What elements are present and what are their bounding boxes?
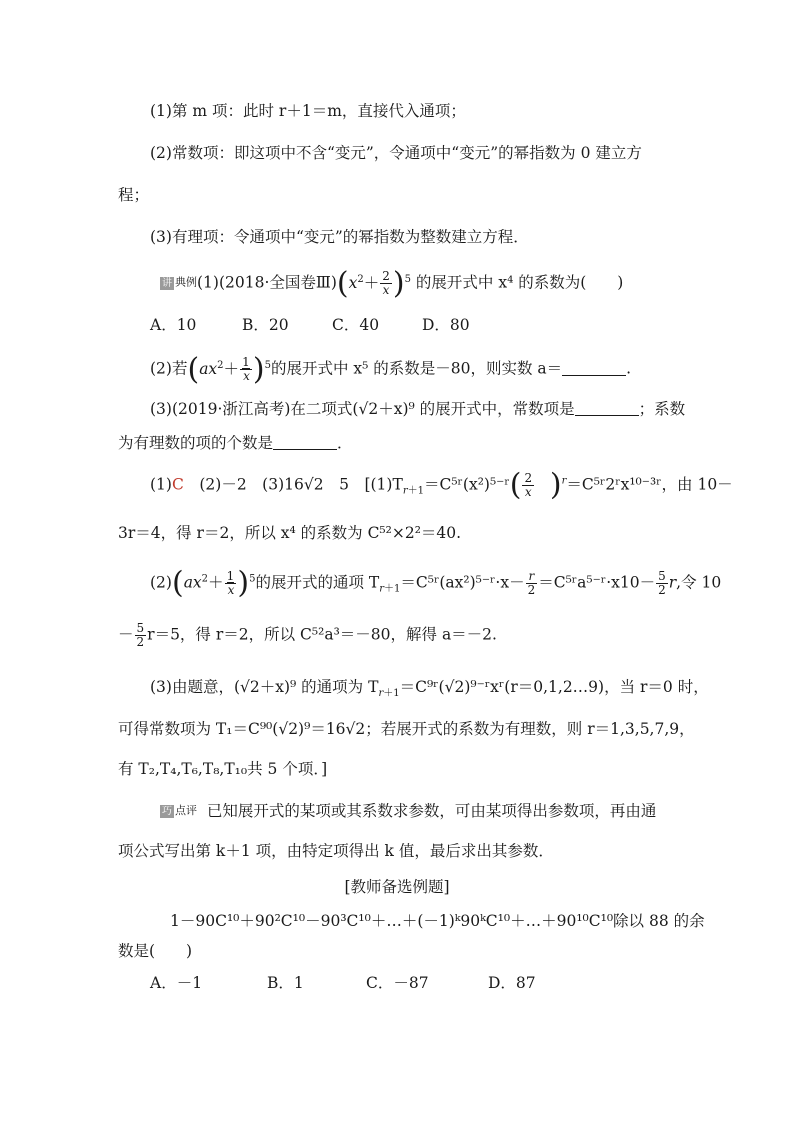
answer-2-minus: － — [118, 625, 134, 644]
tip-tag-label: 点评 — [175, 804, 197, 817]
method-item-2-cont: 程； — [118, 186, 150, 204]
example-1-question: 的展开式中 x⁴ 的系数为( ) — [415, 273, 624, 292]
teacher-example-title: [教师备选例题] — [344, 878, 450, 896]
option-d: D．87 — [488, 974, 536, 992]
method-item-1: (1)第 m 项：此时 r＋1＝m，直接代入通项； — [150, 102, 466, 120]
example-3-line-2 — [118, 432, 353, 454]
answer-2-cond: ,令 10 — [676, 573, 722, 592]
answer-line-3-end: 有 T₂,T₄,T₆,T₈,T₁₀共 5 个项．] — [118, 760, 328, 778]
general-term-2: ＝C⁵ʳ(ax²)⁵⁻ʳ·x－ — [400, 573, 525, 592]
answer-line-2-cont: － $\frac{5}{2}$ r＝5，得 r＝2，所以 C⁵²a³＝－80，解得 a＝－2. — [118, 621, 497, 649]
binomial-expression-2: ($ax^2+$ $\frac{1}{x}$ )$^5$ — [187, 351, 271, 387]
method-item-3: (3)有理项：令通项中“变元”的幂指数为整数建立方程． — [150, 228, 529, 246]
option-c: C．－87 — [366, 974, 429, 992]
general-term-1: ＝C⁵ʳ(x²)⁵⁻ʳ — [423, 475, 510, 494]
answer-2-text: 的展开式的通项 T — [255, 573, 380, 592]
teacher-question-line-2: 数是( ) — [118, 942, 193, 960]
answer-2-label: (2) — [150, 573, 172, 592]
example-2-question: 的展开式中 x⁵ 的系数是－80，则实数 a＝ — [270, 359, 563, 378]
method-item-2: (2)常数项：即这项中不含“变元”，令通项中“变元”的幂指数为 0 建立方 — [150, 144, 642, 162]
binomial-expression-1: ($x^2+$ $\frac{2}{x}$ )$^5$ — [336, 265, 411, 301]
tip-line-2: 项公式写出第 k＋1 项，由特定项得出 k 值，最后求出其参数． — [118, 842, 554, 860]
general-term-1-result: ＝C⁵ʳ2ʳx¹⁰⁻³ʳ，由 10－ — [566, 475, 733, 494]
tip-text: 已知展开式的某项或其系数求参数，可由某项得出参数项，再由通 — [206, 802, 657, 820]
answer-line-1-cont: 3r＝4，得 r＝2，所以 x⁴ 的系数为 C⁵²×2²＝40. — [118, 524, 462, 542]
option-d: D．80 — [422, 316, 470, 334]
example-3-text: (3)(2019·浙江高考)在二项式(√2＋x)⁹ 的展开式中，常数项是 — [150, 400, 575, 418]
answer-line-3: (3)由题意，(√2＋x)⁹ 的通项为 $T_{r+1}=C^9ʳ(√2)^{9-}ʳxʳ(r=0,1,2\dots 9)$，当 r＝0 时， — [150, 678, 709, 700]
example-3-text-2-end: ． — [337, 434, 353, 452]
example-tag: 讲 — [162, 277, 172, 289]
example-3-text-2: 为有理数的项的个数是 — [118, 434, 274, 452]
example-tag-label: 典例 — [175, 275, 197, 289]
example-3-text-end: ；系数 — [638, 400, 686, 418]
example-2-prefix: (2)若 — [150, 359, 188, 378]
example-3-line-1 — [150, 398, 685, 420]
answer-3-general-term: ＝C⁹ʳ(√2)⁹⁻ʳxʳ(r＝0,1,2…9)，当 r＝0 时， — [399, 678, 709, 696]
answer-summary: (2)－2 (3)16√2 5 [(1)T — [199, 475, 403, 494]
example-2: (2)若($ax^2+$ $\frac{1}{x}$ )$^5$的展开式中 x⁵ 的系数是－80，则实数 a＝ . — [150, 351, 632, 387]
option-b: B．20 — [242, 316, 289, 334]
answer-line-2: $(2)(ax^2+$ $\frac{1}{x}$ )$^5$的展开式的通项 $T_{r+1}=C^5ʳ(ax^2)^{5-}ʳ\cdot x-$ $\frac{r}{2}$ ＝C⁵ʳa⁵⁻ʳ·x10－ $\frac{5}{2}$ r,令 10 — [150, 565, 722, 601]
option-b: B．1 — [267, 974, 304, 992]
answer-1-choice: C — [171, 475, 184, 494]
teacher-question-line-1: 1－90C¹⁰＋90²C¹⁰－90³C¹⁰＋…＋(－1)ᵏ90ᵏC¹⁰＋…＋90¹⁰C¹⁰除以 88 的余 — [170, 912, 705, 930]
example-1-source: (1)(2018·全国卷Ⅲ) — [197, 273, 337, 292]
example-line-1 — [160, 265, 624, 301]
answer-3-text: (3)由题意，(√2＋x)⁹ 的通项为 T — [150, 678, 379, 696]
option-a: A．10 — [150, 316, 197, 334]
tip-line-1 — [160, 800, 656, 822]
answer-1-label: (1) — [150, 475, 172, 494]
answer-blank-2 — [562, 361, 626, 376]
option-c: C．40 — [332, 316, 380, 334]
answer-line-1: (1)C (2)－2 (3)16√2 5 [$(1)T_{r+1}=C^5ʳ(x^2)^{5-}ʳ$( $\frac{2}{x}$ )$^r$＝C⁵ʳ2ʳx¹⁰⁻³ʳ，由 10－ — [150, 467, 733, 503]
general-term-2-simplified: ＝C⁵ʳa⁵⁻ʳ·x10－ — [538, 573, 656, 592]
tip-tag: 巧 — [162, 806, 172, 817]
answer-2-result: r＝5，得 r＝2，所以 C⁵²a³＝－80，解得 a＝－2. — [147, 625, 497, 644]
answer-blank-3a — [575, 401, 639, 416]
answer-line-3-cont: 可得常数项为 T₁＝C⁹⁰(√2)⁹＝16√2；若展开式的系数为有理数，则 r＝1,3,5,7,9， — [118, 720, 695, 738]
answer-blank-3b — [273, 435, 337, 450]
option-a: A．－1 — [150, 974, 203, 992]
